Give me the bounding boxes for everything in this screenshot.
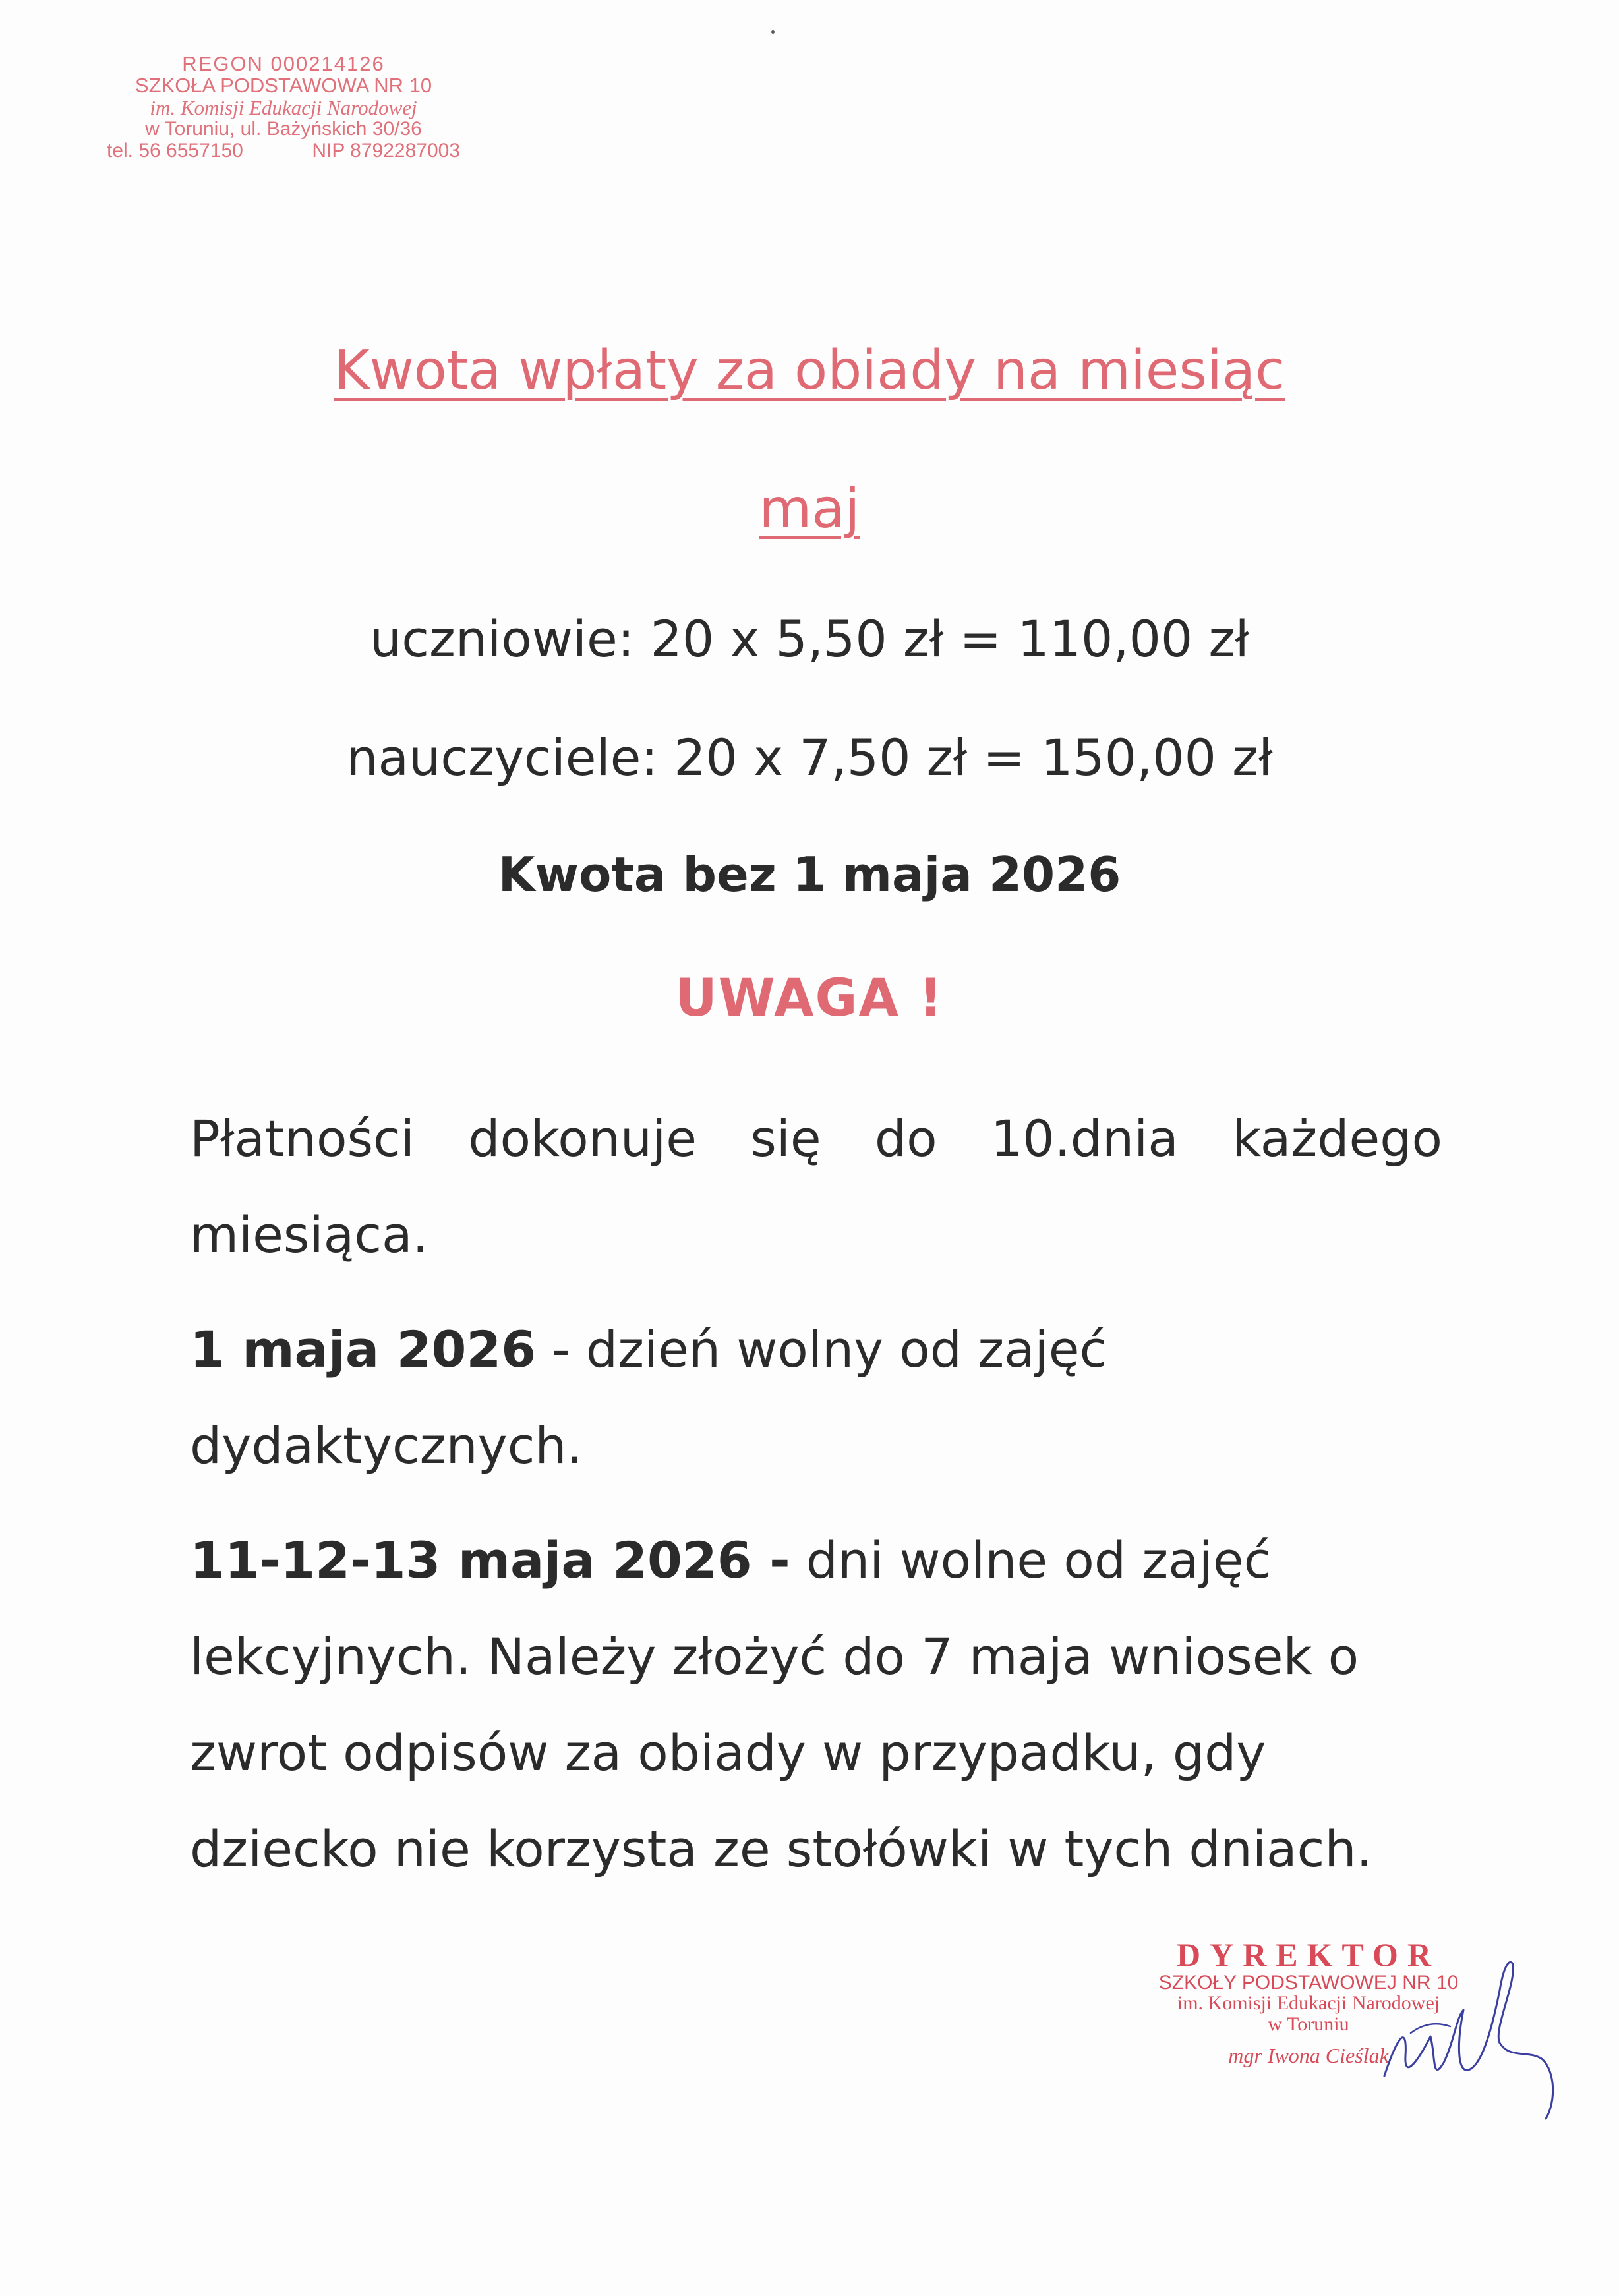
stamp-address: w Toruniu, ul. Bażyńskich 30/36 (145, 118, 422, 140)
scan-speck (771, 30, 775, 34)
stamp-regon: REGON 000214126 (182, 52, 385, 75)
month-title-text: maj (759, 478, 860, 540)
page-title (0, 339, 1619, 402)
excluded-day-note: Kwota bez 1 maja 2026 (498, 847, 1121, 902)
stamp-contact (99, 140, 468, 161)
director-stamp-patron: im. Komisji Edukacji Narodowej (1177, 1992, 1440, 2014)
director-name: mgr Iwona Cieślak (1228, 2044, 1389, 2067)
holiday-1-text: - dzień wolny od zajęć dydaktycznych. (190, 1320, 1107, 1475)
school-stamp (99, 53, 468, 161)
stamp-patron: im. Komisji Edukacji Narodowej (150, 96, 417, 119)
holiday-paragraph-2 (190, 1512, 1442, 1897)
director-stamp-school: SZKOŁY PODSTAWOWEJ NR 10 (1158, 1971, 1459, 1994)
holiday-2-date: 11-12-13 maja 2026 - (190, 1531, 790, 1590)
students-amount: uczniowie: 20 x 5,50 zł = 110,00 zł (370, 610, 1249, 668)
stamp-nip: NIP 8792287003 (312, 139, 460, 161)
stamp-phone: tel. 56 6557150 (107, 139, 243, 161)
payment-deadline-paragraph: Płatności dokonuje się do 10.dnia każdego miesiąca. (190, 1109, 1442, 1264)
handwritten-signature (1358, 1944, 1569, 2129)
stamp-school-name: SZKOŁA PODSTAWOWA NR 10 (134, 74, 432, 98)
page-title-text: Kwota wpłaty za obiady na miesiąc (334, 339, 1285, 402)
director-stamp-city: w Toruniu (1268, 2013, 1349, 2035)
holiday-paragraph-1 (190, 1302, 1442, 1494)
holiday-2-text: dni wolne od zajęć lekcyjnych. Należy złożyć do 7 maja wniosek o zwrot odpisów za obiady w przypadku, gdy dziecko nie korzysta ze stołówki w tych dniach. (190, 1531, 1372, 1878)
director-stamp-title: DYREKTOR (1176, 1936, 1440, 1973)
warning-heading: UWAGA ! (675, 969, 944, 1028)
teachers-amount: nauczyciele: 20 x 7,50 zł = 150,00 zł (346, 728, 1273, 787)
month-title (0, 478, 1619, 540)
holiday-1-date: 1 maja 2026 (190, 1320, 537, 1379)
